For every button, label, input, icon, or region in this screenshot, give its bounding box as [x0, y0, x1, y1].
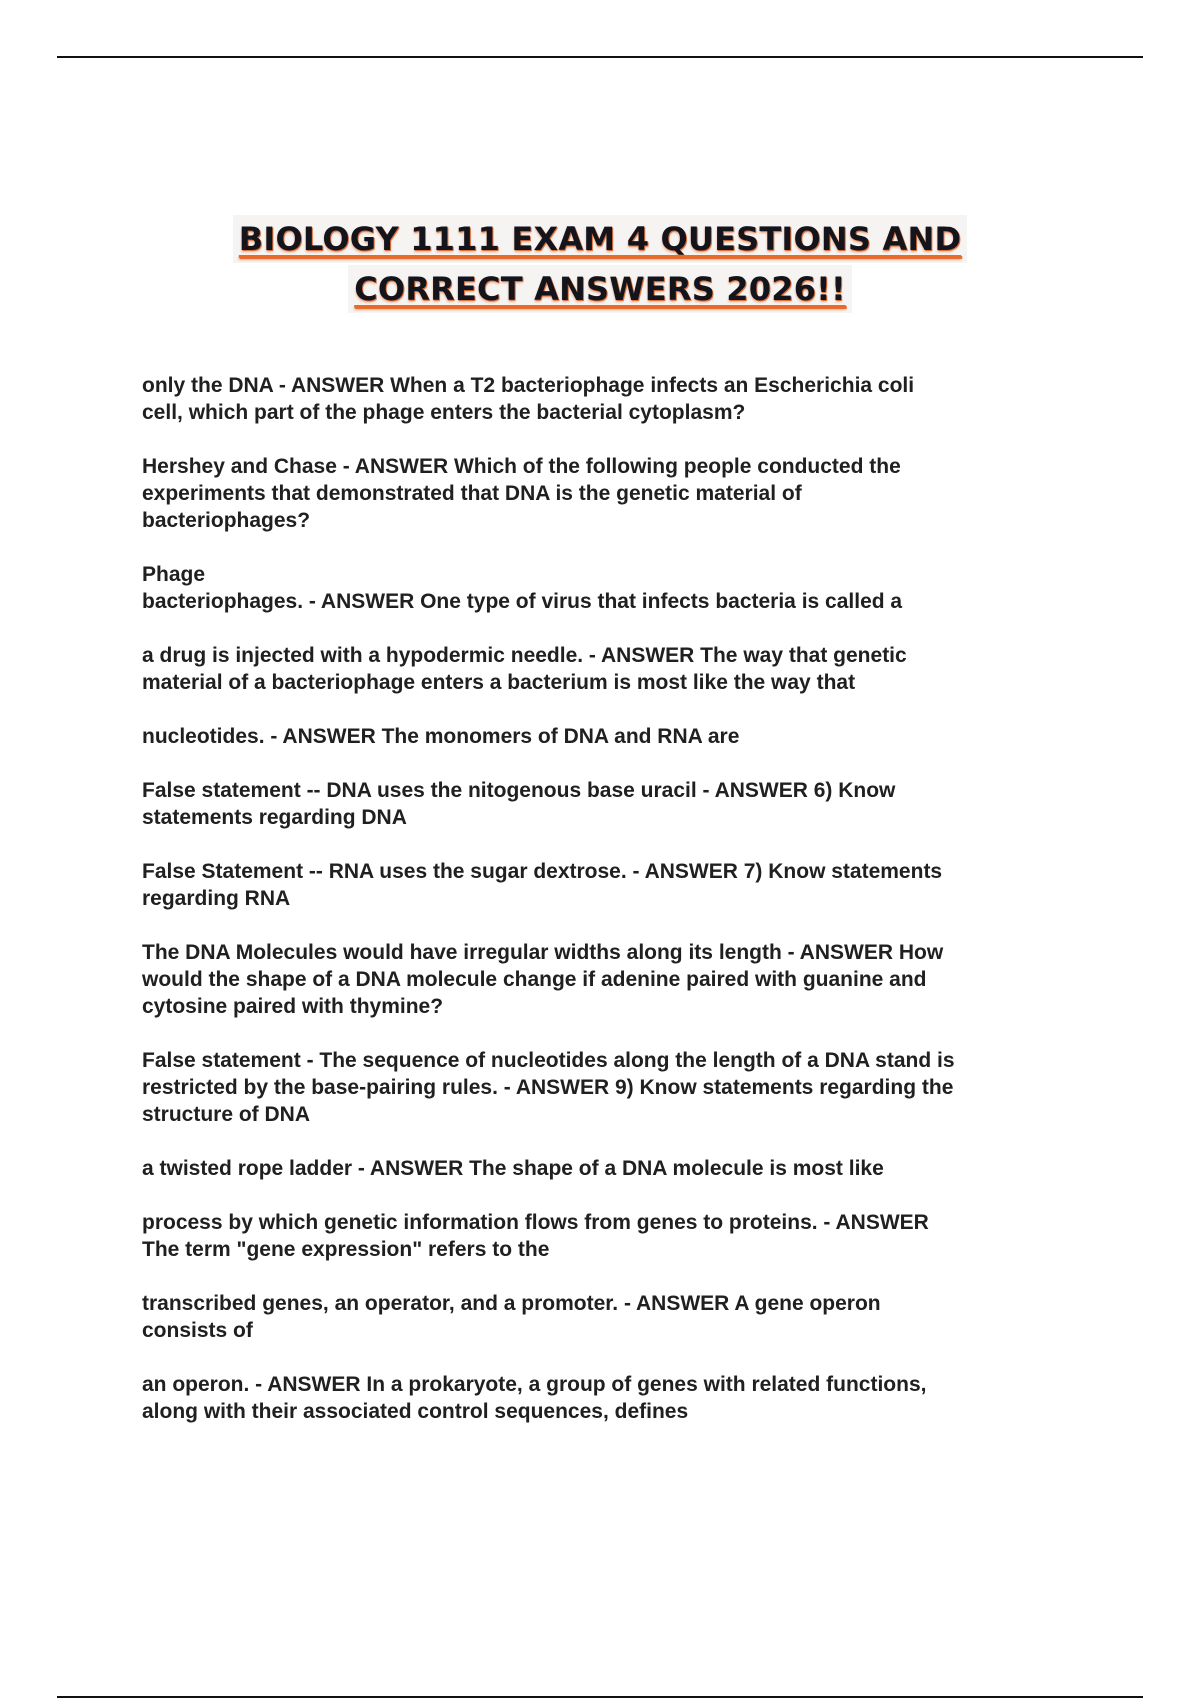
qa-line: False statement - The sequence of nucleotides along the length of a DNA stand is	[142, 1049, 955, 1072]
qa-line: a drug is injected with a hypodermic needle. - ANSWER The way that genetic	[142, 644, 907, 667]
qa-item	[142, 642, 1072, 696]
qa-line: consists of	[142, 1319, 253, 1342]
qa-line: material of a bacteriophage enters a bacterium is most like the way that	[142, 671, 856, 694]
qa-line: only the DNA - ANSWER When a T2 bacteriophage infects an Escherichia coli	[142, 374, 915, 397]
qa-line: Hershey and Chase - ANSWER Which of the following people conducted the	[142, 455, 901, 478]
qa-line: structure of DNA	[142, 1103, 311, 1126]
title-line-1: BIOLOGY 1111 EXAM 4 QUESTIONS AND	[233, 215, 967, 263]
qa-item	[142, 1290, 1072, 1344]
qa-item	[142, 453, 1072, 534]
qa-item	[142, 1047, 1072, 1128]
qa-item	[142, 1371, 1072, 1425]
qa-line: bacteriophages?	[142, 509, 311, 532]
qa-item	[142, 1155, 1072, 1182]
qa-item	[142, 723, 1072, 750]
qa-line: transcribed genes, an operator, and a promoter. - ANSWER A gene operon	[142, 1292, 881, 1315]
qa-line: would the shape of a DNA molecule change if adenine paired with guanine and	[142, 968, 927, 991]
qa-item	[142, 561, 1072, 615]
qa-line: The term "gene expression" refers to the	[142, 1238, 550, 1261]
qa-line: nucleotides. - ANSWER The monomers of DNA and RNA are	[142, 725, 740, 748]
qa-line: a twisted rope ladder - ANSWER The shape of a DNA molecule is most like	[142, 1157, 884, 1180]
qa-list	[142, 372, 1072, 1452]
title-line-2: CORRECT ANSWERS 2026!!	[348, 265, 852, 313]
qa-line: The DNA Molecules would have irregular widths along its length - ANSWER How	[142, 941, 944, 964]
qa-line: Phage	[142, 563, 206, 586]
qa-item	[142, 372, 1072, 426]
top-rule	[57, 56, 1143, 58]
qa-item	[142, 858, 1072, 912]
qa-line: regarding RNA	[142, 887, 291, 910]
bottom-rule	[57, 1696, 1143, 1698]
qa-item	[142, 939, 1072, 1020]
qa-line: False Statement -- RNA uses the sugar dextrose. - ANSWER 7) Know statements	[142, 860, 943, 883]
qa-line: cell, which part of the phage enters the bacterial cytoplasm?	[142, 401, 746, 424]
qa-line: statements regarding DNA	[142, 806, 407, 829]
qa-line: process by which genetic information flows from genes to proteins. - ANSWER	[142, 1211, 929, 1234]
qa-line: along with their associated control sequences, defines	[142, 1400, 689, 1423]
qa-line: experiments that demonstrated that DNA is the genetic material of	[142, 482, 802, 505]
qa-item	[142, 1209, 1072, 1263]
qa-line: False statement -- DNA uses the nitogenous base uracil - ANSWER 6) Know	[142, 779, 896, 802]
qa-line: cytosine paired with thymine?	[142, 995, 444, 1018]
document-title	[0, 215, 1200, 313]
qa-line: an operon. - ANSWER In a prokaryote, a group of genes with related functions,	[142, 1373, 927, 1396]
qa-item	[142, 777, 1072, 831]
qa-line: bacteriophages. - ANSWER One type of virus that infects bacteria is called a	[142, 590, 903, 613]
qa-line: restricted by the base-pairing rules. - ANSWER 9) Know statements regarding the	[142, 1076, 954, 1099]
